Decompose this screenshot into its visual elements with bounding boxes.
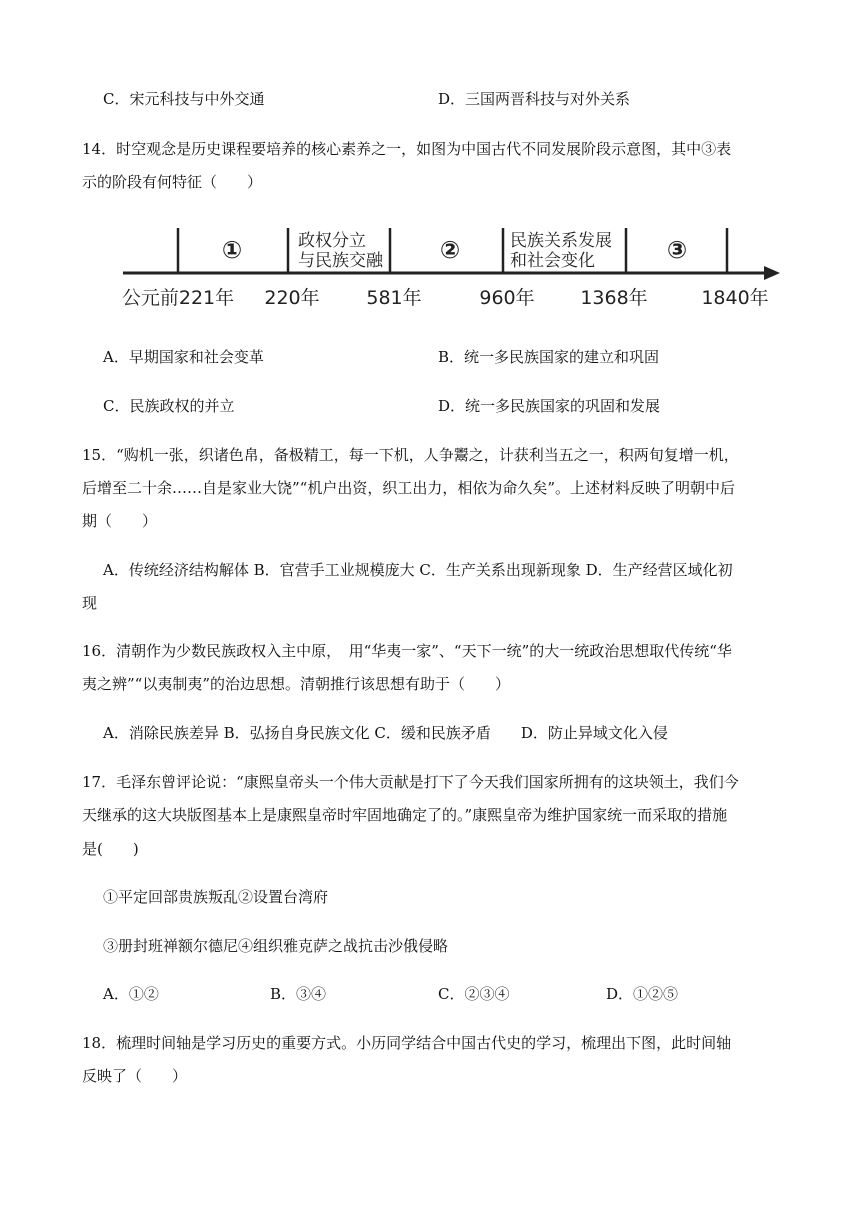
q17-item-line1: ①平定回部贵族叛乱②设置台湾府 bbox=[103, 888, 329, 906]
segment-4-label-line1: 民族关系发展 bbox=[510, 231, 612, 251]
q15-stem-line2: 后增至二十余……自是家业大饶”“机户出资，织工出力，相依为命久矣”。上述材料反映了明朝中后 bbox=[82, 479, 736, 497]
q17-item-line2: ③册封班禅额尔德尼④组织雅克萨之战抗击沙俄侵略 bbox=[103, 937, 449, 955]
date-label: 公元前221年 bbox=[121, 287, 235, 309]
q14-option-d: D．统一多民族国家的巩固和发展 bbox=[438, 397, 661, 415]
q17-stem-line3: 是( ) bbox=[82, 840, 139, 858]
q17-option-a: A．①② bbox=[103, 985, 159, 1003]
segment-5-label: ③ bbox=[666, 236, 688, 264]
segment-4-label-line2: 和社会变化 bbox=[510, 251, 595, 271]
q15-options-wrap: 现 bbox=[82, 594, 98, 612]
q15-options: A．传统经济结构解体 B．官营手工业规模庞大 C．生产关系出现新现象 D．生产经营区域化初 bbox=[103, 561, 733, 579]
q16-stem-line1: 16．清朝作为少数民族政权入主中原， 用“华夷一家”、“天下一统”的大一统政治思想取代传统“华 bbox=[82, 642, 732, 660]
q14-stem-line1: 14．时空观念是历史课程要培养的核心素养之一，如图为中国古代不同发展阶段示意图，其中③表 bbox=[82, 140, 732, 158]
q13-option-c: C．宋元科技与中外交通 bbox=[103, 90, 265, 108]
q14-option-a: A．早期国家和社会变革 bbox=[103, 348, 264, 366]
q17-option-b: B．③④ bbox=[270, 985, 327, 1003]
q18-stem-line1: 18．梳理时间轴是学习历史的重要方式。小历同学结合中国古代史的学习，梳理出下图，此时间轴 bbox=[82, 1034, 732, 1052]
segment-1-label: ① bbox=[221, 236, 243, 264]
q17-option-c: C．②③④ bbox=[438, 985, 510, 1003]
q13-option-d: D．三国两晋科技与对外关系 bbox=[438, 90, 631, 108]
q17-stem-line2: 天继承的这大块版图基本上是康熙皇帝时牢固地确定了的。”康熙皇帝为维护国家统一而采取的措施 bbox=[82, 806, 728, 824]
date-label: 1840年 bbox=[701, 287, 769, 309]
q16-stem-line2: 夷之辨”“以夷制夷”的治边思想。清朝推行该思想有助于（ ） bbox=[82, 675, 511, 693]
q14-stem-line2: 示的阶段有何特征（ ） bbox=[82, 173, 263, 191]
q15-stem-line1: 15．“购机一张，织诸色帛，备极精工，每一下机，人争鬻之，计获利当五之一，积两旬复增一机， bbox=[82, 446, 739, 464]
q17-option-d: D．①②⑤ bbox=[606, 985, 679, 1003]
q15-stem-line3: 期（ ） bbox=[82, 512, 158, 530]
q14-option-b: B．统一多民族国家的建立和巩固 bbox=[438, 348, 660, 366]
segment-2-label-line2: 与民族交融 bbox=[298, 251, 383, 271]
date-label: 960年 bbox=[479, 287, 535, 309]
segment-2-label-line1: 政权分立 bbox=[298, 231, 366, 251]
date-label: 1368年 bbox=[580, 287, 648, 309]
timeline-arrowhead bbox=[764, 266, 780, 280]
date-label: 581年 bbox=[366, 287, 422, 309]
q17-stem-line1: 17．毛泽东曾评论说：“康熙皇帝头一个伟大贡献是打下了今天我们国家所拥有的这块领土，我们今 bbox=[82, 773, 739, 791]
segment-3-label: ② bbox=[439, 236, 461, 264]
date-label: 220年 bbox=[264, 287, 320, 309]
q18-stem-line2: 反映了（ ） bbox=[82, 1067, 188, 1085]
q16-options: A．消除民族差异 B．弘扬自身民族文化 C．缓和民族矛盾 D．防止异域文化入侵 bbox=[103, 724, 668, 742]
q14-option-c: C．民族政权的并立 bbox=[103, 397, 235, 415]
timeline-diagram bbox=[0, 0, 860, 320]
